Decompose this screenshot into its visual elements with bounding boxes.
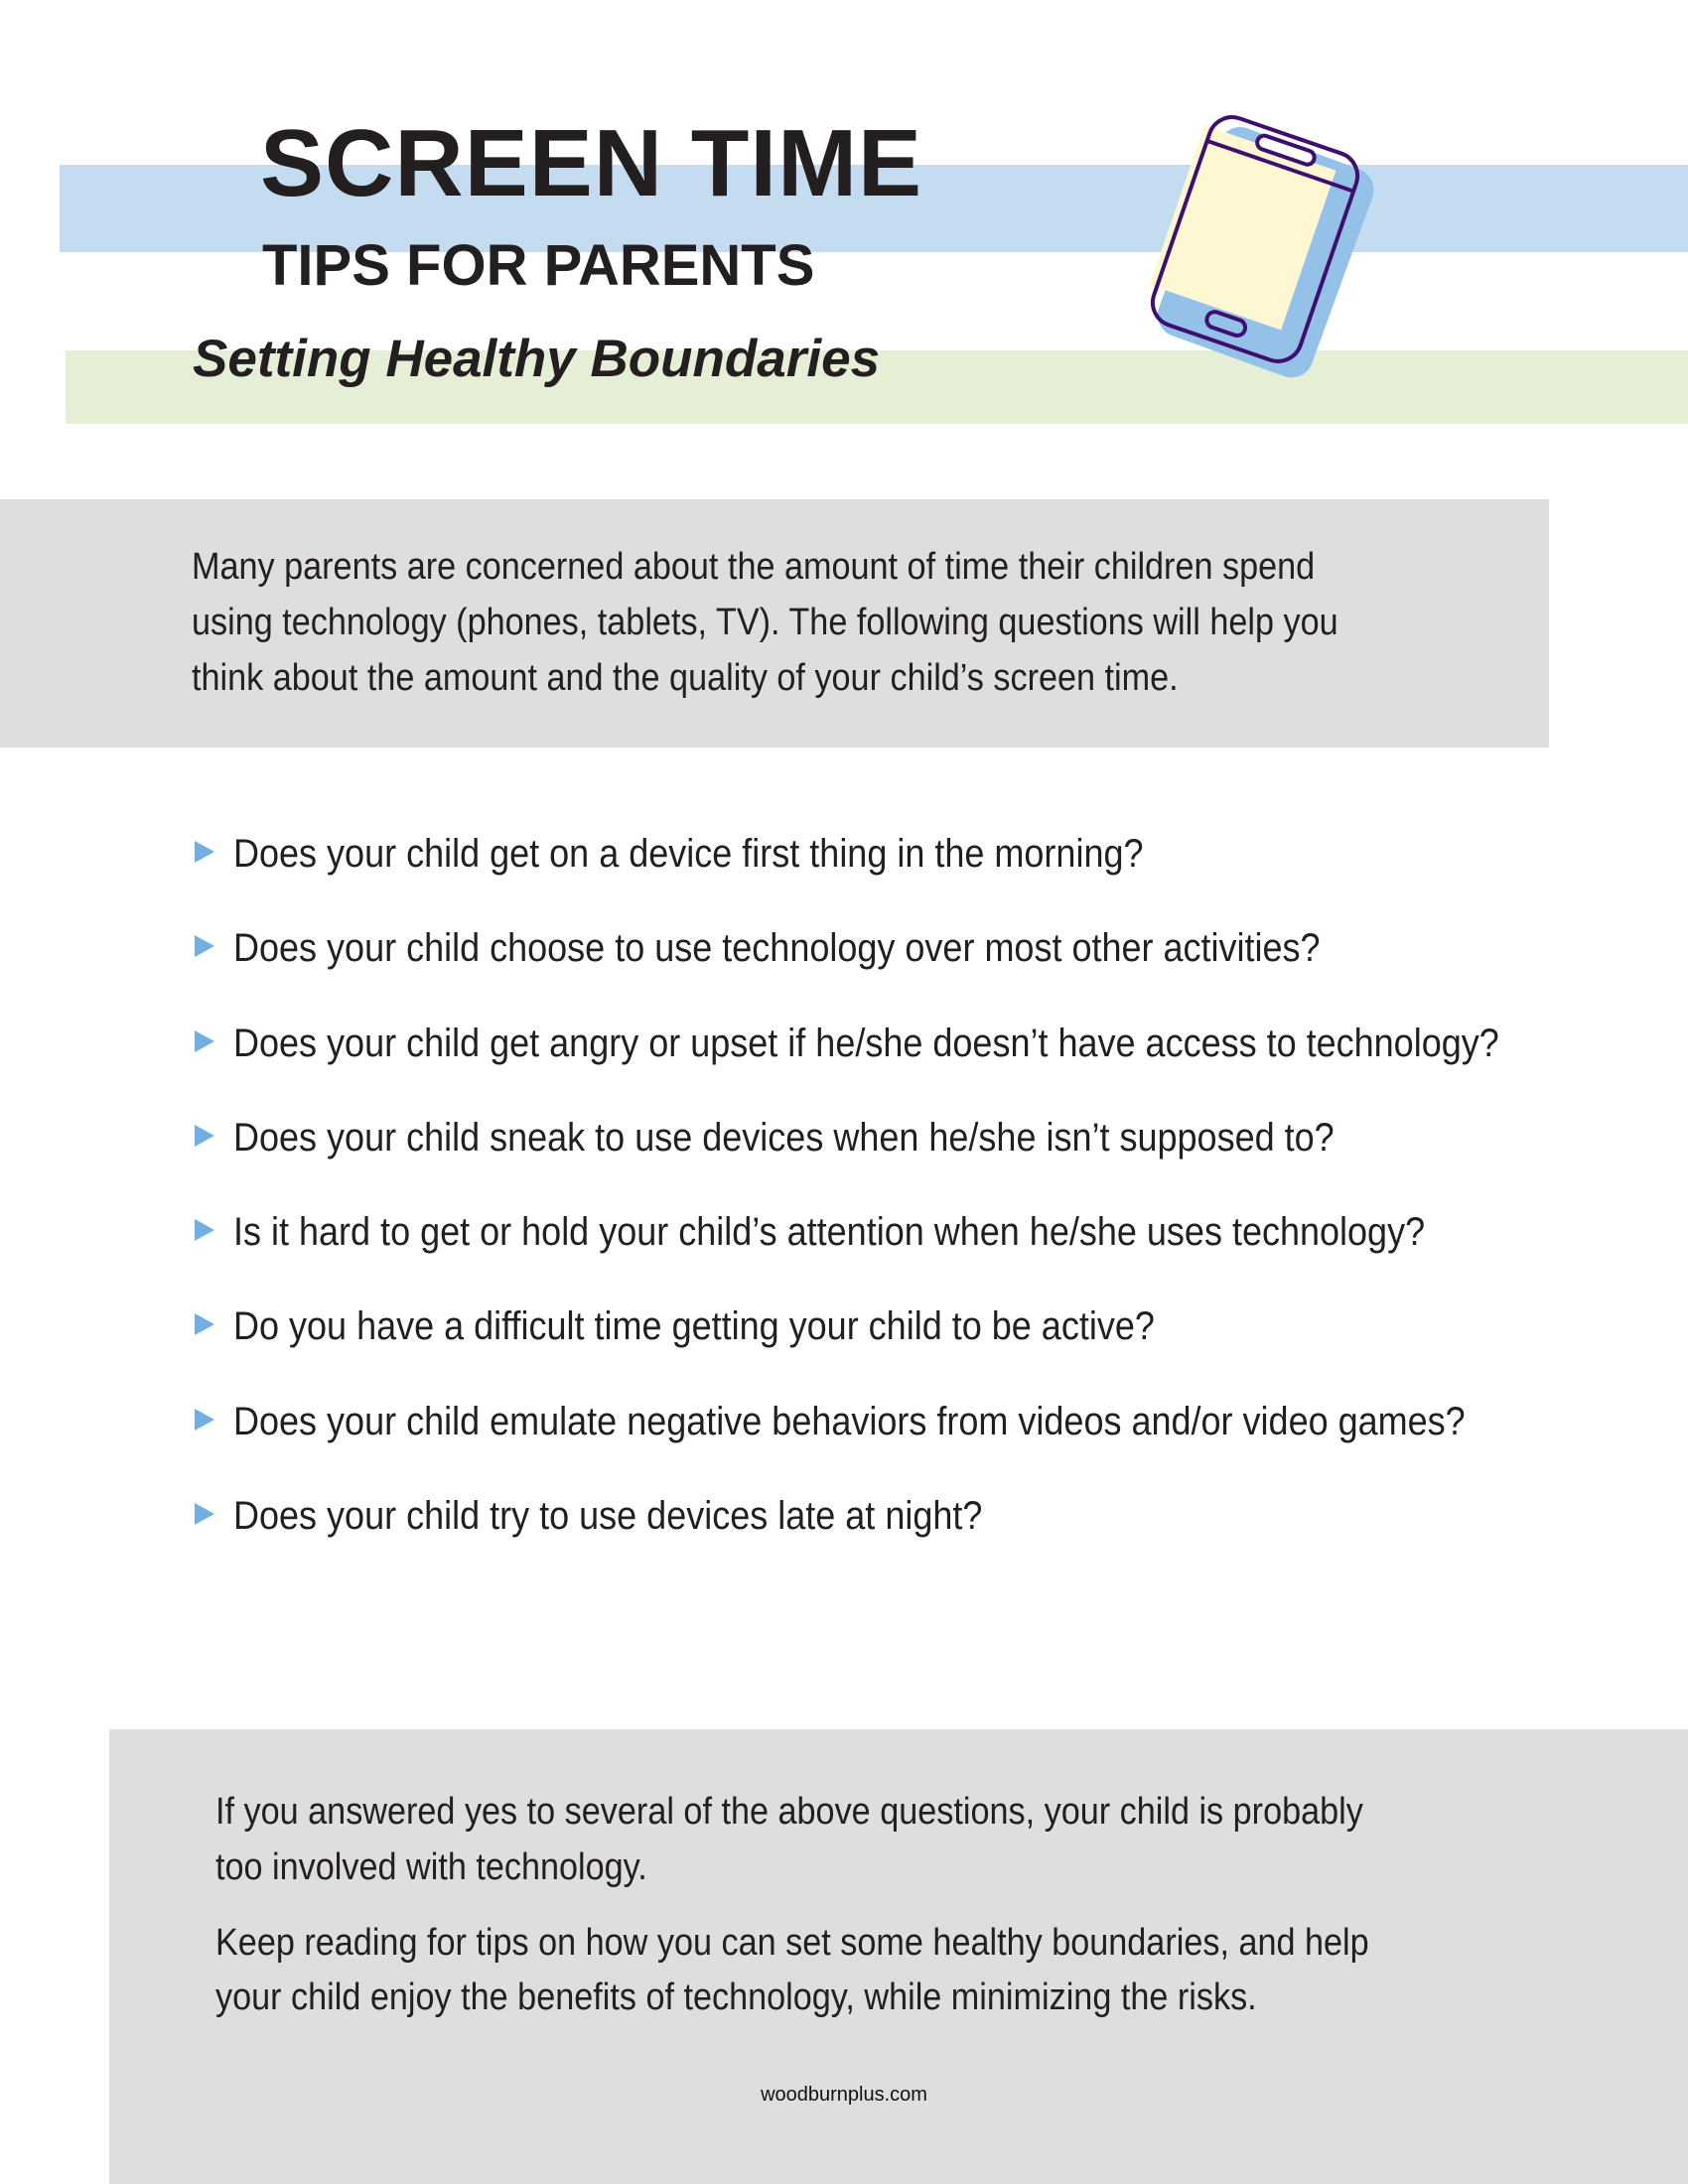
triangle-right-icon (195, 1125, 214, 1147)
triangle-right-icon (195, 1503, 214, 1525)
list-item (195, 831, 1644, 881)
question-text: Do you have a difficult time getting your child to be active? (233, 1304, 1155, 1348)
list-item (195, 1115, 1644, 1164)
intro-line: think about the amount and the quality of your child’s screen time. (192, 657, 1179, 699)
triangle-right-icon (195, 841, 214, 863)
page-title: SCREEN TIME (260, 110, 923, 216)
triangle-right-icon (195, 1409, 214, 1431)
conclusion-line: Keep reading for tips on how you can set some healthy boundaries, and help (215, 1922, 1369, 1964)
page-tagline: Setting Healthy Boundaries (193, 330, 881, 388)
triangle-right-icon (195, 1313, 214, 1335)
smartphone-icon (1132, 89, 1390, 397)
question-text: Does your child choose to use technology over most other activities? (233, 926, 1321, 970)
triangle-right-icon (195, 935, 214, 957)
question-text: Is it hard to get or hold your child’s attention when he/she uses technology? (233, 1210, 1426, 1254)
conclusion-line: too involved with technology. (215, 1846, 647, 1888)
list-item (195, 1209, 1644, 1259)
question-text: Does your child try to use devices late at night? (233, 1494, 983, 1538)
list-item (195, 1399, 1644, 1448)
triangle-right-icon (195, 1219, 214, 1241)
list-item (195, 1021, 1644, 1070)
question-text: Does your child get angry or upset if he/she doesn’t have access to technology? (233, 1022, 1499, 1065)
conclusion-line: If you answered yes to several of the above questions, your child is probably (215, 1791, 1363, 1833)
intro-box (0, 499, 1549, 748)
page-subtitle: TIPS FOR PARENTS (262, 233, 815, 298)
footer-url: woodburnplus.com (761, 2084, 927, 2106)
intro-line: Many parents are concerned about the amount of time their children spend (192, 546, 1316, 588)
conclusion-box (109, 1729, 1688, 2184)
list-item (195, 1303, 1644, 1353)
intro-line: using technology (phones, tablets, TV). The following questions will help you (192, 602, 1338, 643)
conclusion-line: your child enjoy the benefits of technology, while minimizing the risks. (215, 1977, 1257, 2018)
question-text: Does your child emulate negative behaviors from videos and/or video games? (233, 1400, 1466, 1443)
list-item (195, 925, 1644, 975)
question-text: Does your child get on a device first thing in the morning? (233, 832, 1144, 876)
question-text: Does your child sneak to use devices when he/she isn’t supposed to? (233, 1116, 1335, 1160)
list-item (195, 1493, 1644, 1543)
triangle-right-icon (195, 1030, 214, 1052)
